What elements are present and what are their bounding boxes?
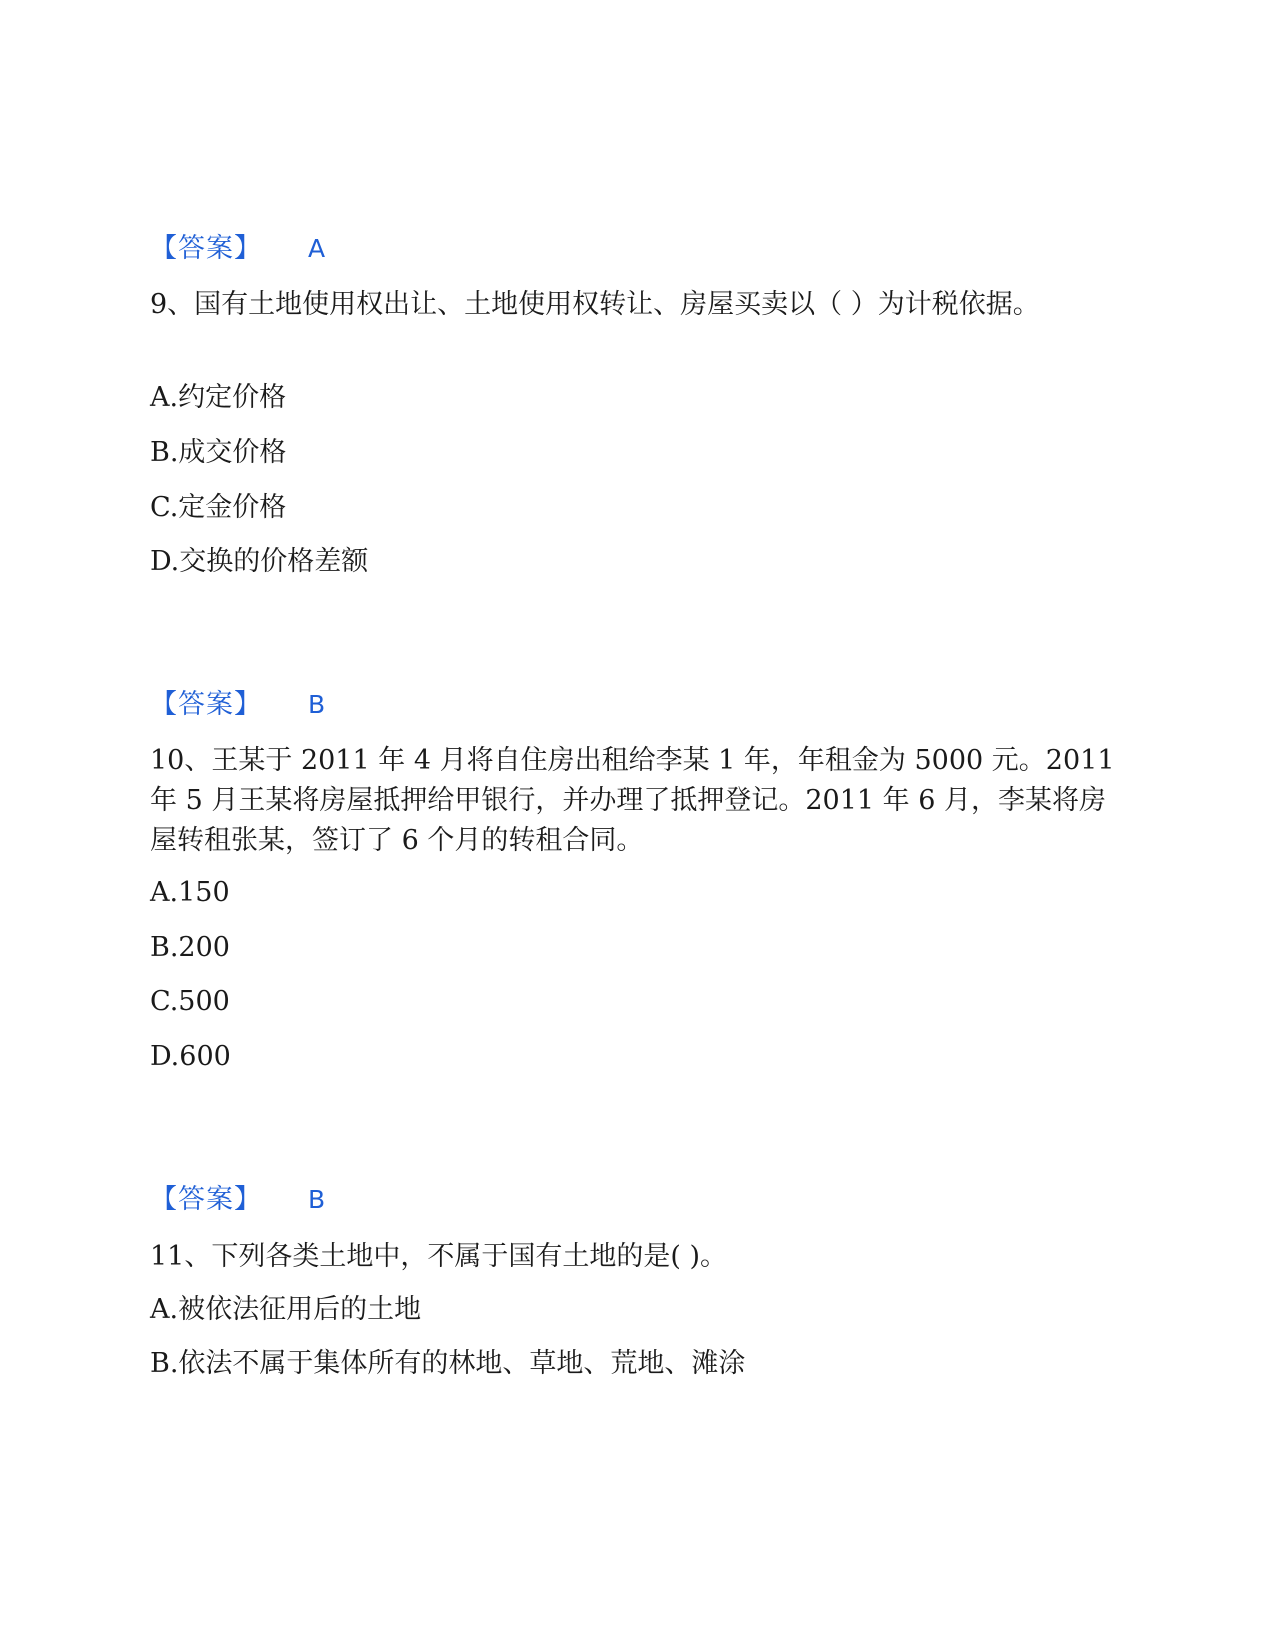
question-9-option-d: D.交换的价格差额 — [150, 546, 369, 577]
question-10-option-b: B.200 — [150, 932, 230, 963]
question-9-option-c: C.定金价格 — [150, 492, 287, 523]
answer-value: B — [308, 1185, 326, 1214]
question-9-text: 9、国有土地使用权出让、土地使用权转让、房屋买卖以（ ）为计税依据。 — [150, 289, 1040, 320]
question-10-option-a: A.150 — [150, 877, 230, 908]
question-11-option-b: B.依法不属于集体所有的林地、草地、荒地、滩涂 — [150, 1348, 746, 1379]
answer-line-q9 — [150, 688, 325, 722]
question-9-option-a: A.约定价格 — [150, 382, 287, 413]
answer-label: 【答案】 — [150, 1184, 262, 1215]
question-9-option-b: B.成交价格 — [150, 437, 287, 468]
question-11-option-a: A.被依法征用后的土地 — [150, 1294, 422, 1325]
answer-line-q10 — [150, 1183, 325, 1217]
question-10-option-c: C.500 — [150, 986, 230, 1017]
question-10-option-d: D.600 — [150, 1041, 231, 1072]
answer-line-q8 — [150, 232, 325, 266]
answer-value: A — [308, 234, 326, 263]
answer-label: 【答案】 — [150, 233, 262, 264]
answer-label: 【答案】 — [150, 689, 262, 720]
answer-value: B — [308, 690, 326, 719]
question-10-text: 10、王某于 2011 年 4 月将自住房出租给李某 1 年，年租金为 5000 元。2011 年 5 月王某将房屋抵押给甲银行，并办理了抵押登记。2011 年 6 月，李某将房屋转租张某，签订了 6 个月的转租合同。 — [150, 745, 1115, 856]
question-11-text: 11、下列各类土地中，不属于国有土地的是( )。 — [150, 1241, 728, 1272]
